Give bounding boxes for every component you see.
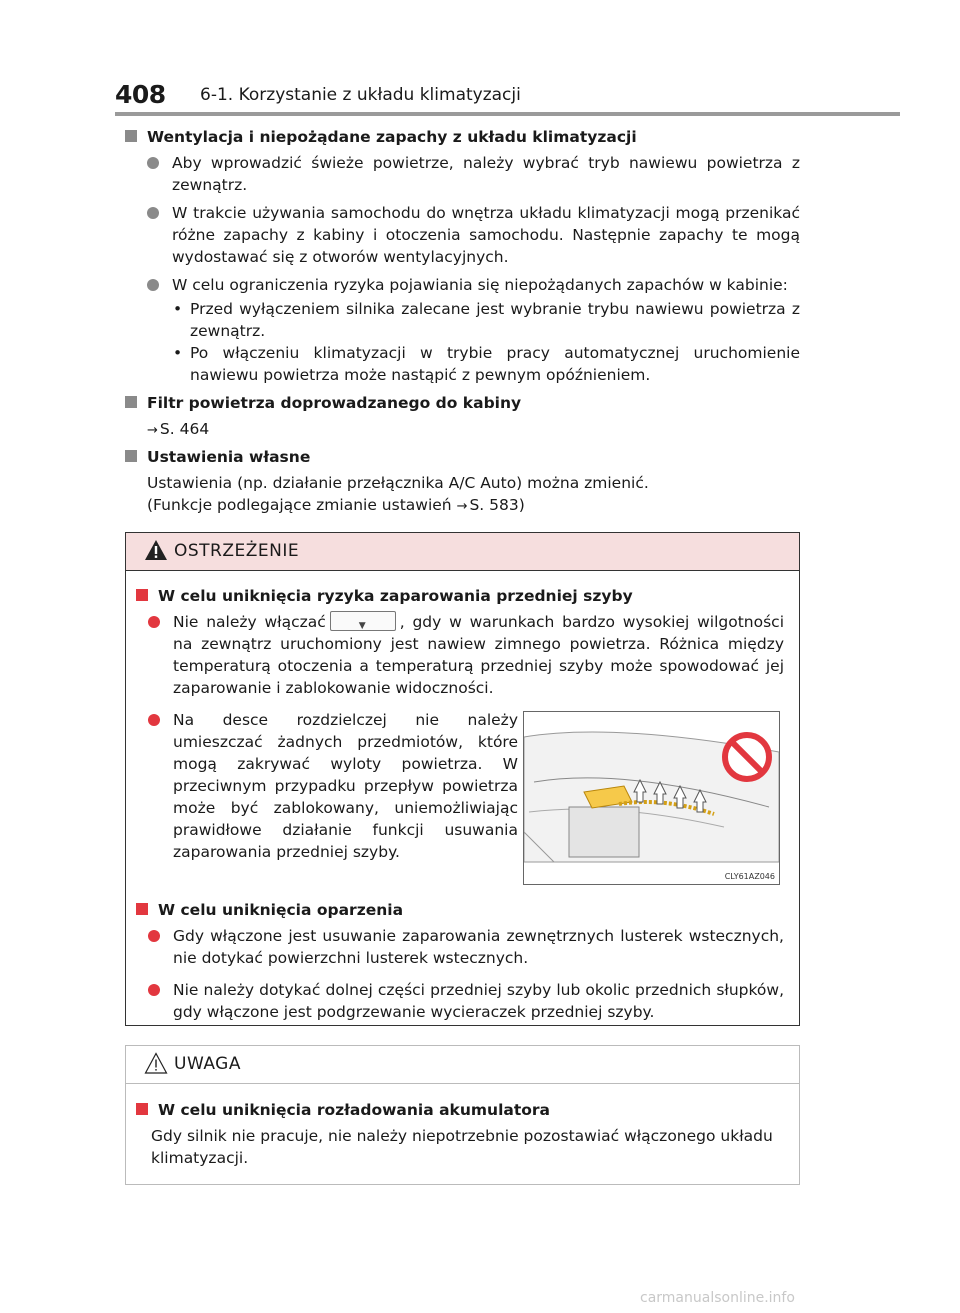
- round-bullet-icon: [147, 157, 159, 169]
- filter-heading: Filtr powietrza doprowadzanego do kabiny: [125, 394, 800, 412]
- notice-box: [125, 1045, 800, 1185]
- battery-heading: W celu uniknięcia rozładowania akumulatora: [136, 1101, 784, 1119]
- burn-heading: W celu uniknięcia oparzenia: [136, 901, 784, 919]
- round-bullet-icon: [147, 207, 159, 219]
- warning-triangle-icon: [144, 539, 168, 561]
- round-bullet-icon: [147, 279, 159, 291]
- fog-heading: W celu uniknięcia ryzyka zaparowania przedniej szyby: [136, 587, 784, 605]
- bullet-item: W celu ograniczenia ryzyka pojawiania się niepożądanych zapachów w kabinie:: [125, 274, 800, 296]
- custom-heading: Ustawienia własne: [125, 448, 800, 466]
- page-number: 408: [115, 80, 166, 109]
- custom-text: Ustawienia (np. działanie przełącznika A/C Auto) można zmienić.: [147, 474, 649, 492]
- sub-bullet-item: • Po włączeniu klimatyzacji w trybie pracy automatycznej uruchomienie nawiewu powietrza może nastąpić z pewnym opóźnieniem.: [173, 344, 800, 384]
- square-bullet-icon: [125, 450, 137, 462]
- square-bullet-icon: [125, 130, 137, 142]
- round-bullet-icon: [148, 930, 160, 942]
- square-bullet-icon: [136, 1103, 148, 1115]
- filter-ref: → S. 464: [147, 420, 210, 438]
- warning-header: [126, 533, 799, 571]
- round-bullet-icon: [148, 714, 160, 726]
- defog-button-icon: ▼: [330, 611, 396, 631]
- bullet-item: W trakcie używania samochodu do wnętrza układu klimatyzacji mogą przenikać różne zapachy z kabiny i otoczenia samochodu. Następnie zapachy te mogą wydostawać się z otworów wentylacyjnych.: [125, 202, 800, 268]
- watermark: carmanualsonline.info: [640, 1290, 795, 1306]
- main-content: [125, 128, 800, 524]
- notice-title: UWAGA: [174, 1054, 241, 1074]
- figure-caption: CLY61AZ046: [724, 872, 775, 881]
- round-bullet-icon: [148, 616, 160, 628]
- square-bullet-icon: [136, 589, 148, 601]
- bullet-item: Nie należy włączać ▼ , gdy w warunkach bardzo wysokiej wilgotności na zewnątrz uruchomiony jest nawiew zimnego powietrza. Różnica między temperaturą otoczenia a temperaturą przedniej szyby może spowodować jej zaparowanie i zablokowanie widoczności.: [136, 611, 784, 699]
- notice-content: [136, 1101, 784, 1175]
- bullet-item: Gdy włączone jest usuwanie zaparowania zewnętrznych lusterek wstecznych, nie dotykać powierzchni lusterek wstecznych.: [136, 925, 784, 969]
- round-bullet-icon: [148, 984, 160, 996]
- square-bullet-icon: [136, 903, 148, 915]
- notice-header: [126, 1046, 799, 1084]
- section-title: 6-1. Korzystanie z układu klimatyzacji: [200, 85, 521, 105]
- arrow-right-icon: →: [456, 499, 468, 514]
- bullet-item: Aby wprowadzić świeże powietrze, należy wybrać tryb nawiewu powietrza z zewnątrz.: [125, 152, 800, 196]
- square-bullet-icon: [125, 396, 137, 408]
- ventilation-heading: Wentylacja i niepożądane zapachy z układu klimatyzacji: [125, 128, 800, 146]
- battery-text: Gdy silnik nie pracuje, nie należy niepotrzebnie pozostawiać włączonego układu klimatyzacji.: [151, 1127, 773, 1167]
- warning-box: [125, 532, 800, 1026]
- custom-text: (Funkcje podlegające zmianie ustawień → S. 583): [147, 496, 525, 514]
- bullet-item: Nie należy dotykać dolnej części przedniej szyby lub okolic przednich słupków, gdy włączone jest podgrzewanie wycieraczek przedniej szyby.: [136, 979, 784, 1023]
- sub-bullet-item: • Przed wyłączeniem silnika zalecane jest wybranie trybu nawiewu powietrza z zewnątrz.: [173, 300, 800, 340]
- arrow-right-icon: →: [147, 423, 158, 438]
- warning-title: OSTRZEŻENIE: [174, 541, 300, 561]
- header-rule: [115, 112, 900, 116]
- dashboard-drawing: [524, 712, 779, 884]
- dashboard-illustration: [523, 711, 780, 885]
- outline-triangle-icon: [144, 1052, 168, 1074]
- bullet-item: Na desce rozdzielczej nie należy umieszczać żadnych przedmiotów, które mogą zakrywać wyloty powietrza. W przeciwnym przypadku przepływ powietrza może być zablokowany, uniemożliwiając prawidłowe działanie funkcji usuwania zaparowania przedniej szyby.: [136, 709, 518, 863]
